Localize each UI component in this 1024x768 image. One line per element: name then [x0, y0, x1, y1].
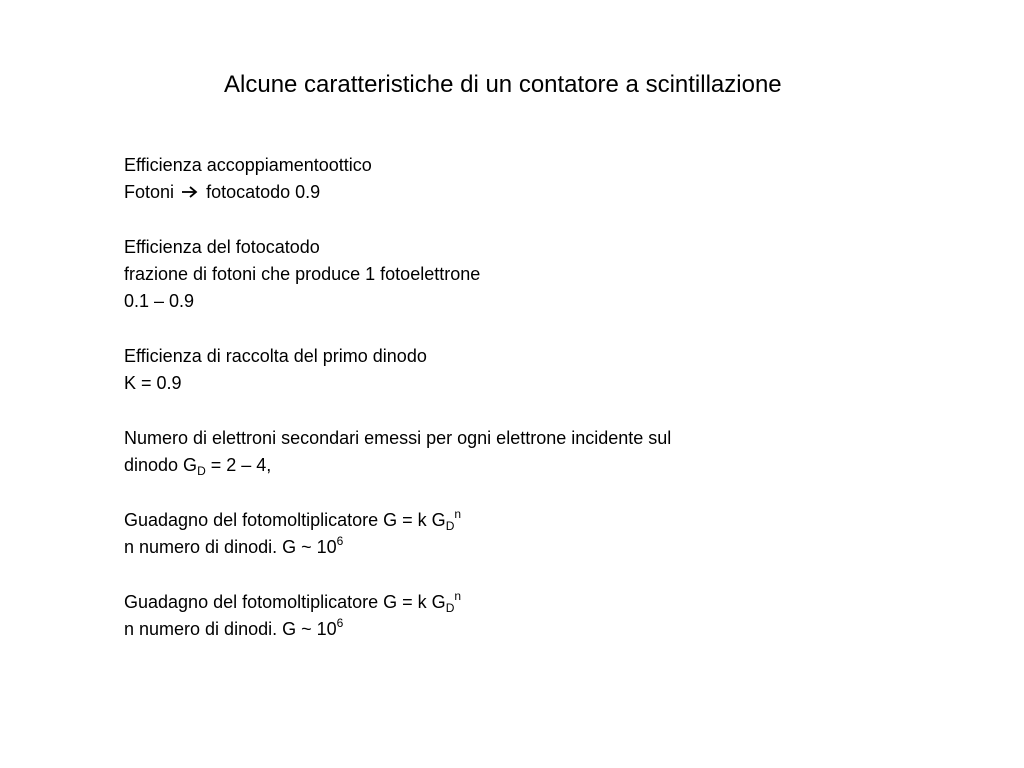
dynode-gain-suffix: = 2 – 4, [205, 455, 272, 476]
collection-value: K = 0.9 [124, 373, 182, 394]
gain-block [124, 507, 984, 562]
gain-estimate-line [124, 534, 984, 561]
optical-coupling-line [124, 179, 984, 206]
slide-title: Alcune caratteristiche di un contatore a scintillazione [224, 71, 782, 98]
optical-coupling-block [124, 152, 984, 207]
gain-formula-line [124, 589, 984, 616]
photocathode-range: 0.1 – 0.9 [124, 291, 195, 312]
gain-formula-line [124, 507, 984, 534]
dynode-gain-subscript: D [197, 464, 206, 479]
gain-formula-superscript: n [454, 506, 462, 521]
gain-estimate-text: n numero di dinodi. G ~ 10 [124, 619, 337, 640]
gain-estimate-exponent: 6 [336, 534, 344, 549]
gain-formula-subscript: D [445, 518, 455, 533]
gain-estimate-text: n numero di dinodi. G ~ 10 [124, 537, 337, 558]
secondary-electrons-line1: Numero di elettroni secondari emessi per ogni elettrone incidente sul [124, 427, 672, 448]
collection-heading: Efficienza di raccolta del primo dinodo [124, 346, 427, 367]
photocathode-description: frazione di fotoni che produce 1 fotoelettrone [124, 264, 481, 285]
slide-content [124, 152, 984, 671]
secondary-electrons-line2 [124, 452, 984, 479]
dynode-gain-prefix: dinodo G [124, 455, 198, 476]
gain-formula-prefix: Guadagno del fotomoltiplicatore G = k G [124, 509, 446, 530]
collection-block [124, 343, 984, 398]
gain-formula-subscript: D [445, 600, 455, 615]
gain-estimate-line [124, 616, 984, 643]
optical-coupling-heading: Efficienza accoppiamentoottico [124, 155, 372, 175]
photocathode-heading: Efficienza del fotocatodo [124, 236, 320, 257]
gain-formula-superscript: n [454, 588, 462, 603]
photons-label: Fotoni [124, 182, 175, 203]
gain-estimate-exponent: 6 [336, 616, 344, 631]
gain-block [124, 589, 984, 644]
photocathode-efficiency-value: fotocatodo 0.9 [206, 182, 321, 203]
right-arrow-icon [181, 185, 199, 199]
secondary-electrons-block [124, 425, 984, 480]
photocathode-block [124, 234, 984, 316]
gain-formula-prefix: Guadagno del fotomoltiplicatore G = k G [124, 591, 446, 612]
